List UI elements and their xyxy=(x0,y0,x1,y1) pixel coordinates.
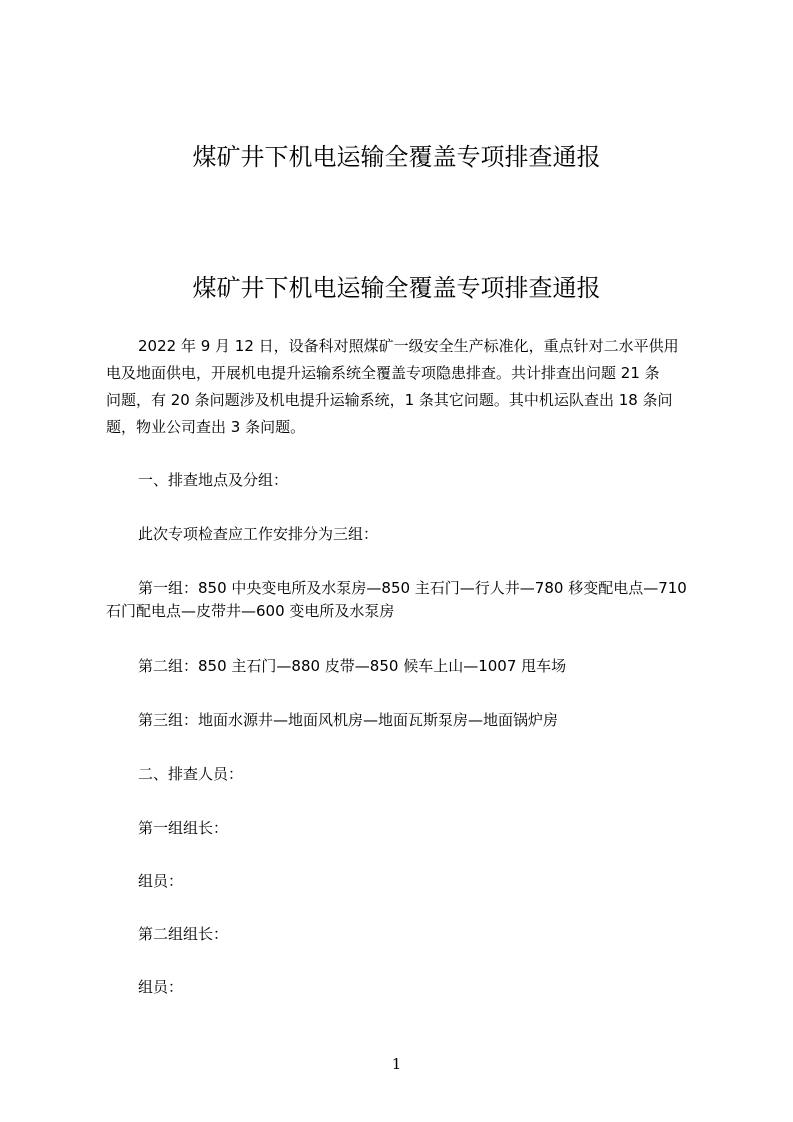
group-2-members: 组员： xyxy=(138,978,184,996)
intro-line-4: 题，物业公司查出 3 条问题。 xyxy=(106,418,306,436)
intro-line-1: 2022 年 9 月 12 日，设备科对照煤矿一级安全生产标准化，重点针对二水平供用 xyxy=(138,337,679,355)
groups-intro: 此次专项检查应工作安排分为三组： xyxy=(138,525,379,543)
group-2-leader: 第二组组长： xyxy=(138,925,229,943)
group-1-route-line-1: 第一组：850 中央变电所及水泵房—850 主石门—行人井—780 移变配电点—710 xyxy=(138,579,687,597)
document-title-top: 煤矿井下机电运输全覆盖专项排查通报 xyxy=(192,143,601,171)
group-3-route: 第三组：地面水源井—地面风机房—地面瓦斯泵房—地面锅炉房 xyxy=(138,711,559,729)
page-number: 1 xyxy=(391,1055,402,1073)
intro-line-3: 问题，有 20 条问题涉及机电提升运输系统，1 条其它问题。其中机运队查出 18 条问 xyxy=(106,391,673,409)
section-heading-locations: 一、排查地点及分组： xyxy=(138,471,289,489)
intro-line-2: 电及地面供电，开展机电提升运输系统全覆盖专项隐患排查。共计排查出问题 21 条 xyxy=(106,364,660,382)
section-heading-personnel: 二、排查人员： xyxy=(138,765,244,783)
group-2-route: 第二组：850 主石门—880 皮带—850 候车上山—1007 甩车场 xyxy=(138,657,567,675)
group-1-members: 组员： xyxy=(138,872,184,890)
document-title-main: 煤矿井下机电运输全覆盖专项排查通报 xyxy=(192,274,601,302)
group-1-leader: 第一组组长： xyxy=(138,819,229,837)
group-1-route-line-2: 石门配电点—皮带井—600 变电所及水泵房 xyxy=(106,602,395,620)
